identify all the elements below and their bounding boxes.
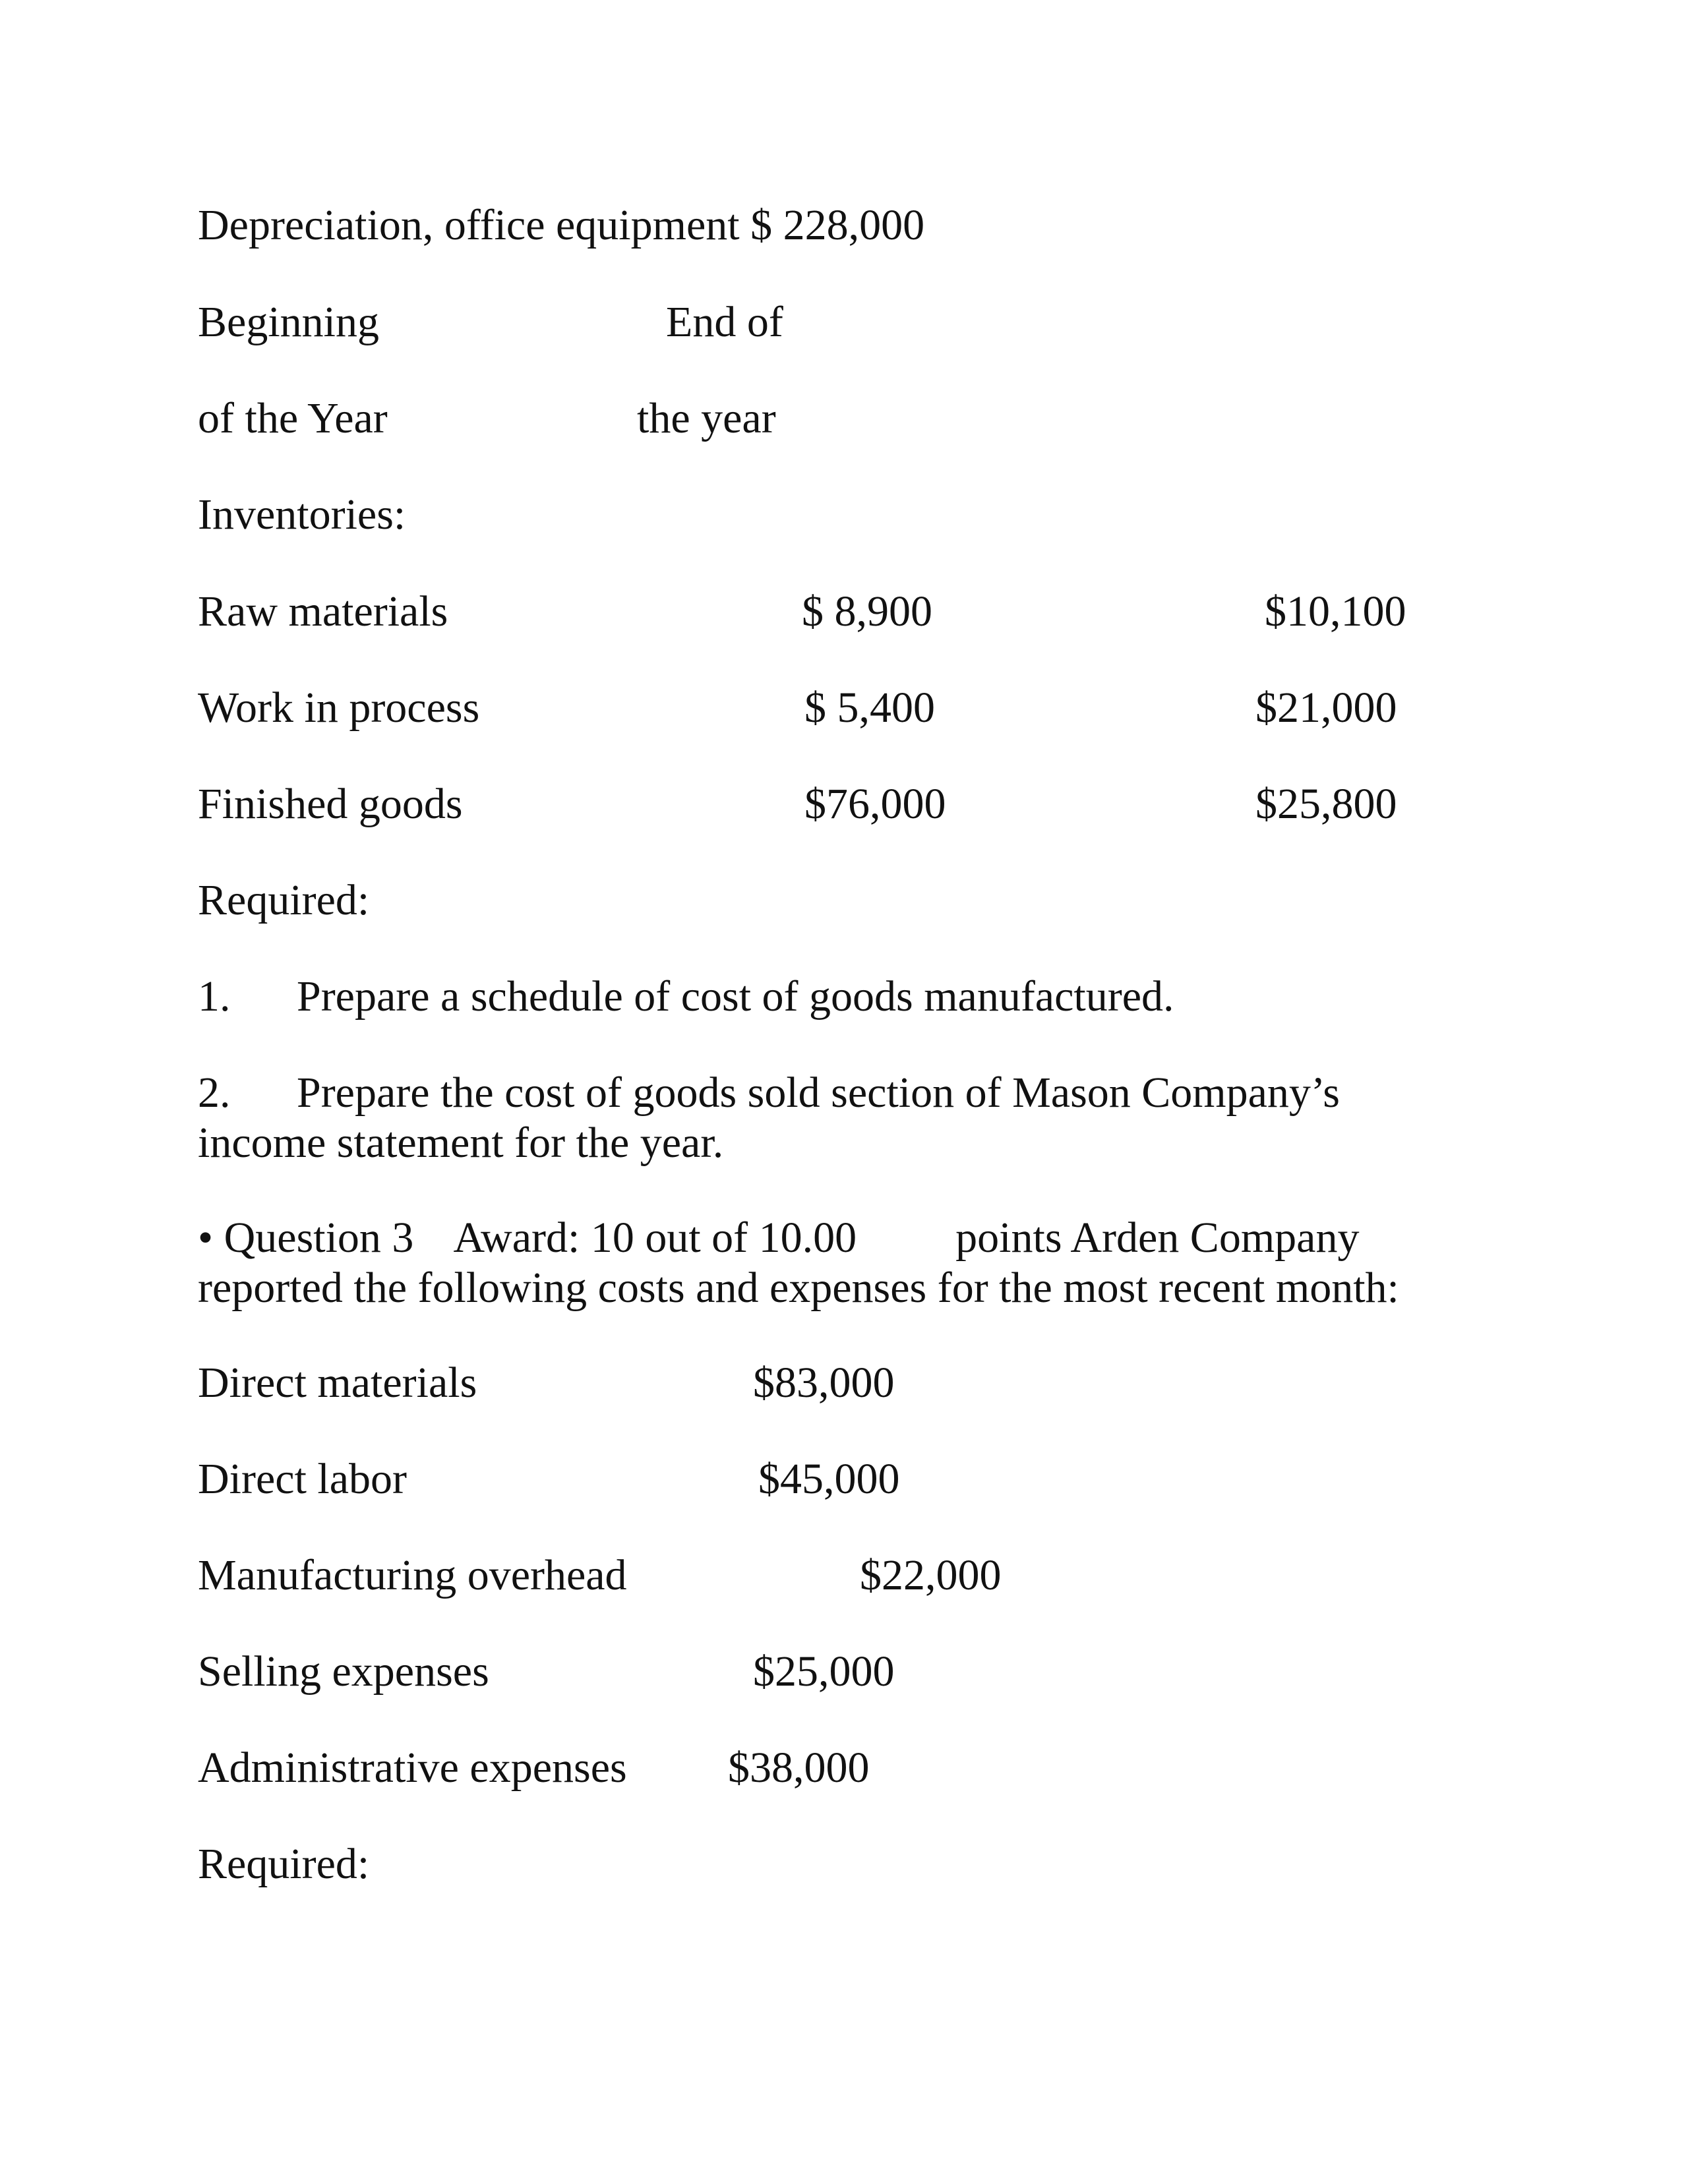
question-number: Question 3 bbox=[224, 1214, 414, 1262]
bullet: • bbox=[198, 1214, 214, 1262]
inventory-row-end: $21,000 bbox=[1255, 684, 1397, 732]
inventory-row-beginning: $ 5,400 bbox=[804, 684, 935, 732]
inventory-row-beginning: $76,000 bbox=[804, 780, 946, 828]
cost-label: Direct labor bbox=[198, 1455, 407, 1503]
required-heading: Required: bbox=[198, 876, 370, 924]
required-item-number: 2. bbox=[198, 1069, 231, 1117]
required-item-text: Prepare the cost of goods sold section of Mason Company’s income statement for the year. bbox=[198, 1069, 1340, 1167]
beginning-header-line2: of the Year bbox=[198, 394, 388, 442]
depreciation-label: Depreciation, office equipment bbox=[198, 201, 740, 249]
depreciation-line bbox=[198, 200, 924, 251]
cost-value: $22,000 bbox=[860, 1551, 1002, 1599]
inventory-row-label: Raw materials bbox=[198, 587, 448, 635]
inventories-heading: Inventories: bbox=[198, 490, 406, 539]
required-item-2 bbox=[198, 1068, 1451, 1168]
end-header-line1: End of bbox=[666, 298, 783, 346]
question-3-block bbox=[198, 1213, 1451, 1313]
award-text: Award: 10 out of 10.00 bbox=[453, 1214, 857, 1262]
cost-label: Administrative expenses bbox=[198, 1744, 627, 1792]
cost-value: $83,000 bbox=[753, 1359, 895, 1407]
cost-value: $25,000 bbox=[753, 1647, 895, 1696]
inventory-row-label: Work in process bbox=[198, 684, 480, 732]
inventory-row-end: $10,100 bbox=[1265, 587, 1406, 635]
cost-value: $38,000 bbox=[728, 1744, 870, 1792]
end-header-line2: the year bbox=[637, 394, 776, 442]
cost-label: Selling expenses bbox=[198, 1647, 489, 1696]
required-item-text: Prepare a schedule of cost of goods manufactured. bbox=[297, 972, 1174, 1020]
beginning-header-line1: Beginning bbox=[198, 298, 379, 346]
cost-label: Manufacturing overhead bbox=[198, 1551, 627, 1599]
required-heading-2: Required: bbox=[198, 1840, 370, 1888]
inventory-row-label: Finished goods bbox=[198, 780, 463, 828]
required-item-1 bbox=[198, 972, 1174, 1022]
cost-label: Direct materials bbox=[198, 1359, 477, 1407]
depreciation-value: $ 228,000 bbox=[750, 201, 925, 249]
inventory-row-end: $25,800 bbox=[1255, 780, 1397, 828]
points-text: points bbox=[955, 1214, 1062, 1262]
cost-value: $45,000 bbox=[758, 1455, 900, 1503]
inventory-row-beginning: $ 8,900 bbox=[802, 587, 932, 635]
question-intro: Arden Company reported the following costs and expenses for the most recent month: bbox=[198, 1214, 1399, 1312]
required-item-number: 1. bbox=[198, 972, 231, 1020]
